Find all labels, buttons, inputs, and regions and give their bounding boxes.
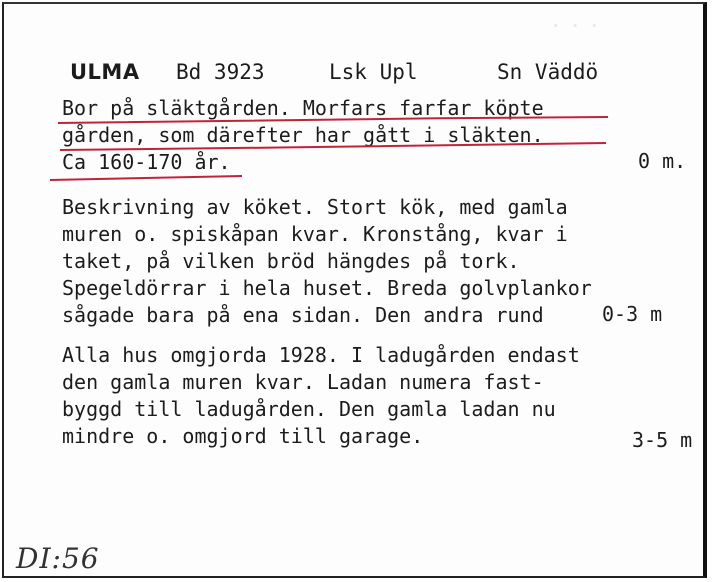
paragraph-1: [62, 95, 544, 176]
paragraph-2-line-2: muren o. spiskåpan kvar. Kronstång, kvar i: [62, 222, 568, 246]
paragraph-1-distance: 0 m.: [638, 149, 687, 173]
paragraph-1-line-2: gården, som därefter har gått i släkten.: [62, 123, 544, 147]
paragraph-3: [62, 342, 580, 450]
handwritten-note: DI:56: [16, 542, 100, 575]
paragraph-3-line-3: byggd till ladugården. Den gamla ladan nu: [62, 397, 556, 421]
header-bd: Bd 3923: [176, 60, 265, 84]
header-sn: Sn Väddö: [497, 60, 599, 84]
paragraph-2-line-1: Beskrivning av köket. Stort kök, med gamla: [62, 195, 568, 219]
paragraph-2: [62, 194, 592, 329]
card-header: [4, 60, 703, 94]
paragraph-2-line-3: taket, på vilken bröd hängdes på tork.: [62, 249, 520, 273]
paragraph-2-distance: 0-3 m: [602, 302, 663, 326]
paragraph-1-line-1: Bor på släktgården. Morfars farfar köpte: [62, 96, 544, 120]
header-name: ULMA: [70, 60, 140, 84]
paragraph-3-distance: 3-5 m: [632, 428, 693, 452]
paragraph-3-line-2: den gamla muren kvar. Ladan numera fast-: [62, 370, 544, 394]
header-lsk: Lsk Upl: [329, 60, 418, 84]
paragraph-3-line-4: mindre o. omgjord till garage.: [62, 424, 424, 448]
paragraph-3-line-1: Alla hus omgjorda 1928. I ladugården endast: [62, 343, 580, 367]
bleed-through-marks: · · ·: [552, 12, 601, 40]
paragraph-2-line-4: Spegeldörrar i hela huset. Breda golvplankor: [62, 276, 592, 300]
paragraph-2-line-5: sågade bara på ena sidan. Den andra rund: [62, 303, 544, 327]
paragraph-1-line-3: Ca 160-170 år.: [62, 150, 231, 174]
